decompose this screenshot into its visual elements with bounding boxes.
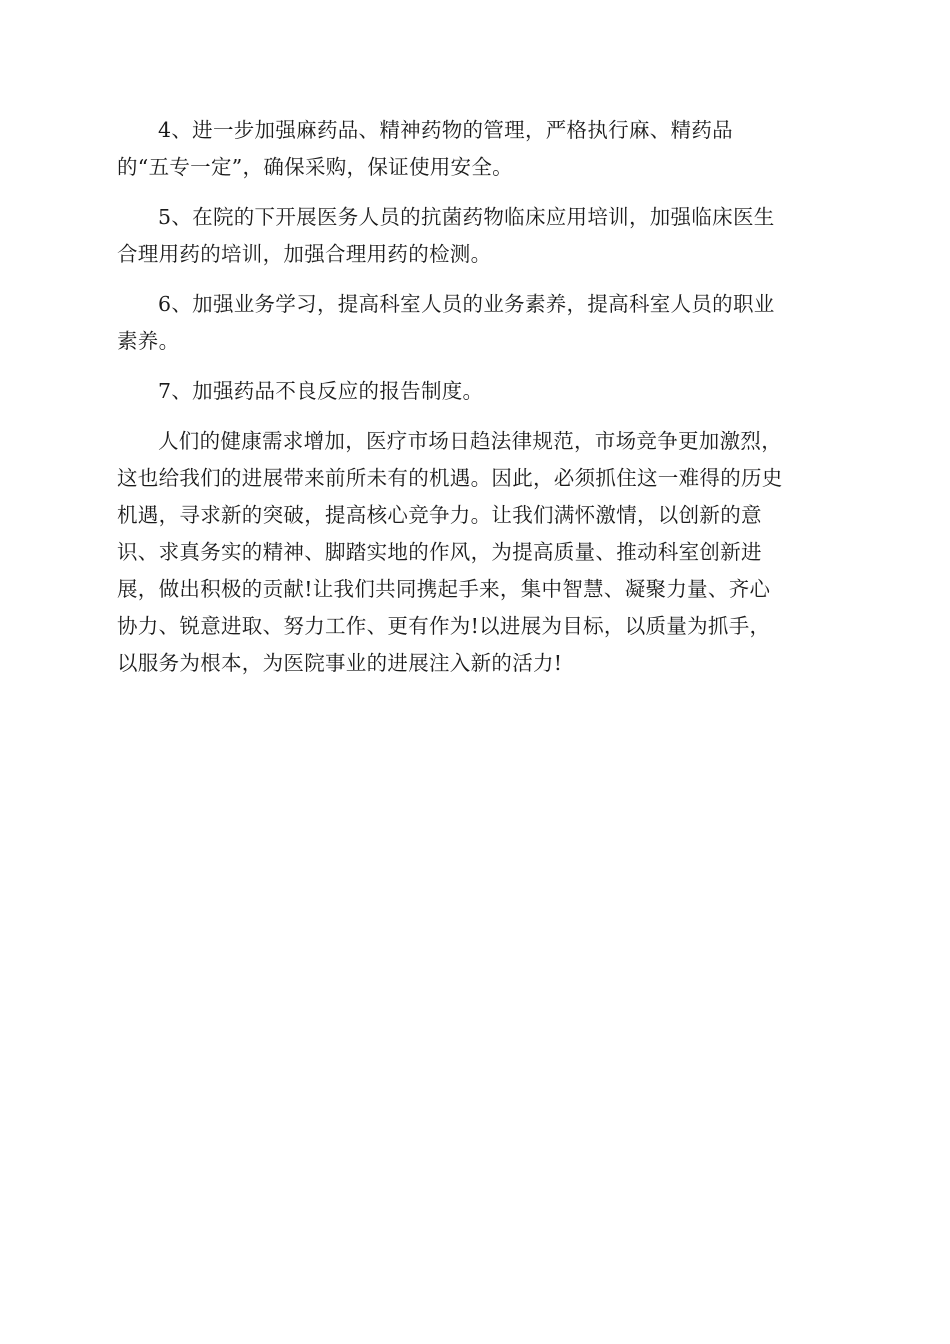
paragraph-line: 5、在院的下开展医务人员的抗菌药物临床应用培训，加强临床医生 [158, 205, 775, 229]
paragraph-line: 人们的健康需求增加，医疗市场日趋法律规范，市场竞争更加激烈， [158, 429, 782, 453]
paragraph-line: 协力、锐意进取、努力工作、更有作为!以进展为目标，以质量为抓手， [117, 614, 771, 638]
paragraph-line: 机遇，寻求新的突破，提高核心竞争力。让我们满怀激情，以创新的意 [117, 503, 762, 527]
paragraph-line: 展，做出积极的贡献!让我们共同携起手来，集中智慧、凝聚力量、齐心 [117, 577, 771, 601]
paragraph-conclusion [117, 423, 833, 682]
paragraph-line: 合理用药的培训，加强合理用药的检测。 [117, 242, 492, 266]
paragraph-line: 素养。 [117, 329, 180, 353]
paragraph-line: 7、加强药品不良反应的报告制度。 [158, 379, 484, 403]
paragraph-item-4 [117, 112, 833, 186]
paragraph-line: 6、加强业务学习，提高科室人员的业务素养，提高科室人员的职业 [158, 292, 775, 316]
paragraph-item-7 [117, 373, 833, 410]
paragraph-line: 的“五专一定”，确保采购，保证使用安全。 [117, 155, 513, 179]
paragraph-item-6 [117, 286, 833, 360]
paragraph-line: 4、进一步加强麻药品、精神药物的管理，严格执行麻、精药品 [158, 118, 733, 142]
paragraph-item-5 [117, 199, 833, 273]
paragraph-line: 识、求真务实的精神、脚踏实地的作风，为提高质量、推动科室创新进 [117, 540, 762, 564]
paragraph-line: 以服务为根本，为医院事业的进展注入新的活力! [117, 651, 563, 675]
document-page [117, 112, 833, 694]
paragraph-line: 这也给我们的进展带来前所未有的机遇。因此，必须抓住这一难得的历史 [117, 466, 783, 490]
